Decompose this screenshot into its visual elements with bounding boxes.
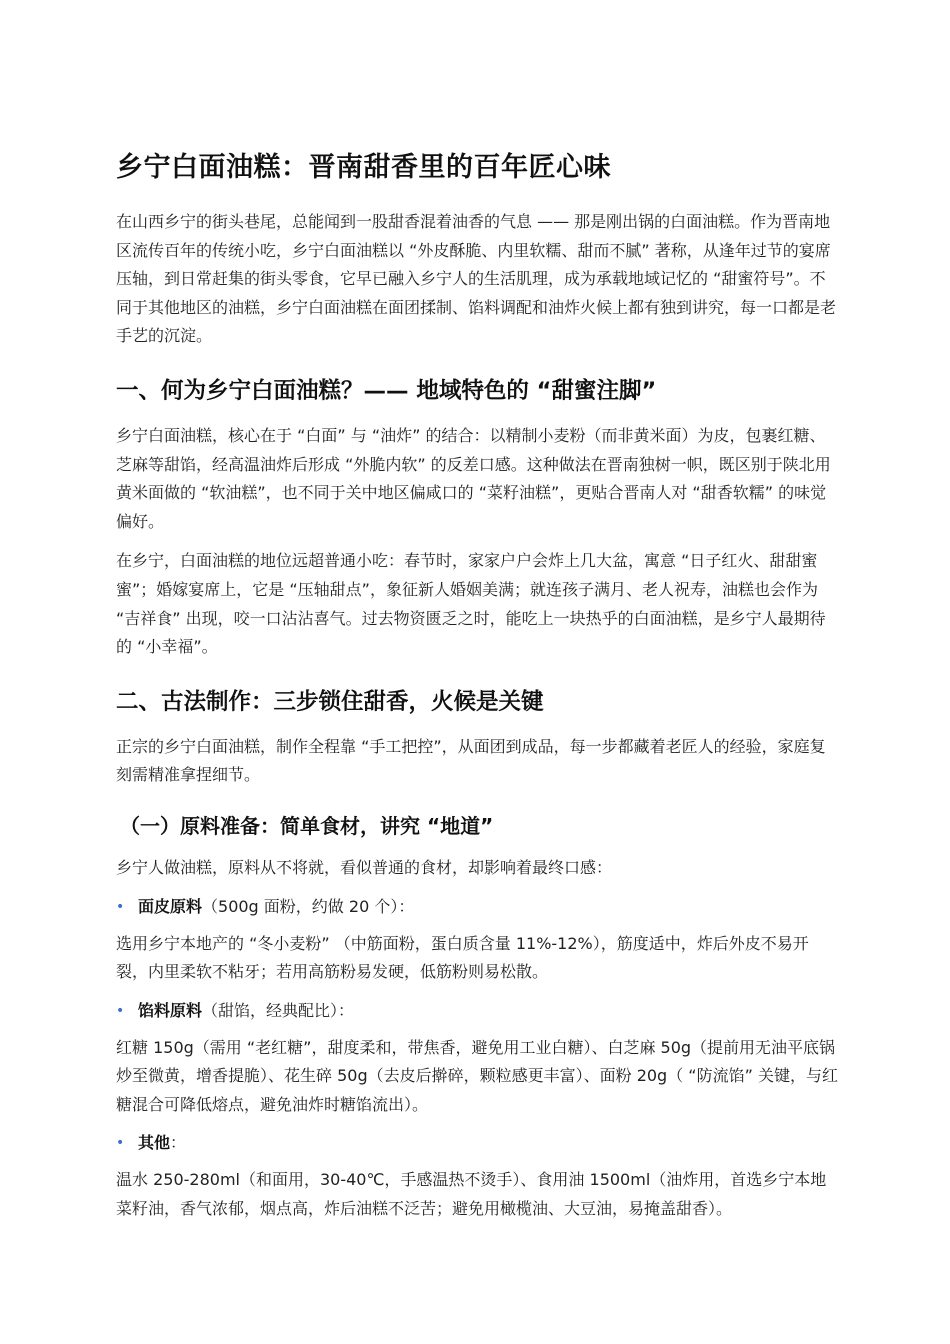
list-item — [116, 998, 840, 1024]
list-item — [116, 1130, 840, 1156]
list-item-label: 面皮原料 — [138, 896, 203, 916]
section-heading-1: 一、何为乡宁白面油糕？—— 地域特色的 “甜蜜注脚” — [116, 377, 657, 404]
list-item-label: 馅料原料 — [138, 1000, 203, 1020]
bullet-dot-icon: • — [116, 898, 125, 915]
list-item — [116, 894, 840, 920]
bullet-dot-icon: • — [116, 1135, 125, 1152]
intro-paragraph: 在山西乡宁的街头巷尾，总能闻到一股甜香混着油香的气息 —— 那是刚出锅的白面油糕。作为晋南地区流传百年的传统小吃，乡宁白面油糕以 “外皮酥脆、内里软糯、甜而不腻” 著称，从逢年过节的宴席压轴，到日常赶集的街头零食，它早已融入乡宁人的生活肌理，成为承载地域记忆的 “甜蜜符号”。不同于其他地区的油糕，乡宁白面油糕在面团揉制、馅料调配和油炸火候上都有独到讲究，每一口都是老手艺的沉淀。 — [116, 212, 837, 346]
page-title: 乡宁白面油糕：晋南甜香里的百年匠心味 — [116, 152, 611, 183]
list-item-note: （500g 面粉，约做 20 个）： — [202, 896, 415, 916]
list-item-detail: 选用乡宁本地产的 “冬小麦粉” （中筋面粉，蛋白质含量 11%-12%），筋度适中，炸后外皮不易开裂，内里柔软不粘牙；若用高筋粉易发硬，低筋粉则易松散。 — [116, 933, 809, 982]
section-heading-2: 二、古法制作：三步锁住甜香，火候是关键 — [116, 688, 544, 715]
list-item-label: 其他 — [138, 1133, 171, 1153]
list-item-note: ： — [170, 1133, 187, 1153]
section1-paragraph-1: 乡宁白面油糕，核心在于 “白面” 与 “油炸” 的结合：以精制小麦粉（而非黄米面）为皮，包裹红糖、芝麻等甜馅，经高温油炸后形成 “外脆内软” 的反差口感。这种做法在晋南独树一帜，既区别于陕北用黄米面做的 “软油糕”，也不同于关中地区偏咸口的 “菜籽油糕”，更贴合晋南人对 “甜香软糯” 的味觉偏好。 — [116, 425, 831, 531]
section1-paragraph-2: 在乡宁，白面油糕的地位远超普通小吃：春节时，家家户户会炸上几大盆，寓意 “日子红火、甜甜蜜蜜”；婚嫁宴席上，它是 “压轴甜点”，象征新人婚姻美满；就连孩子满月、老人祝寿，油糕也会作为 “吉祥食” 出现，咬一口沾沾喜气。过去物资匮乏之时，能吃上一块热乎的白面油糕，是乡宁人最期待的 “小幸福”。 — [116, 551, 826, 657]
bullet-dot-icon: • — [116, 1002, 125, 1019]
subsection-heading-1: （一）原料准备：简单食材，讲究 “地道” — [120, 813, 494, 838]
list-item-note: （甜馅，经典配比）： — [202, 1000, 355, 1020]
list-item-detail: 红糖 150g（需用 “老红糖”，甜度柔和，带焦香，避免用工业白糖）、白芝麻 50g（提前用无油平底锅炒至微黄，增香提脆）、花生碎 50g（去皮后擀碎，颗粒感更丰富）、面粉 20g（ “防流馅” 关键，与红糖混合可降低熔点，避免油炸时糖馅流出）。 — [116, 1037, 838, 1114]
subsection1-lead: 乡宁人做油糕，原料从不将就，看似普通的食材，却影响着最终口感： — [116, 857, 613, 877]
list-item-detail: 温水 250-280ml（和面用，30-40℃，手感温热不烫手）、食用油 1500ml（油炸用，首选乡宁本地菜籽油，香气浓郁，烟点高，炸后油糕不泛苦；避免用橄榄油、大豆油，易掩盖甜香）。 — [116, 1170, 827, 1219]
section2-paragraph-1: 正宗的乡宁白面油糕，制作全程靠 “手工把控”，从面团到成品，每一步都藏着老匠人的经验，家庭复刻需精准拿捏细节。 — [116, 736, 826, 785]
